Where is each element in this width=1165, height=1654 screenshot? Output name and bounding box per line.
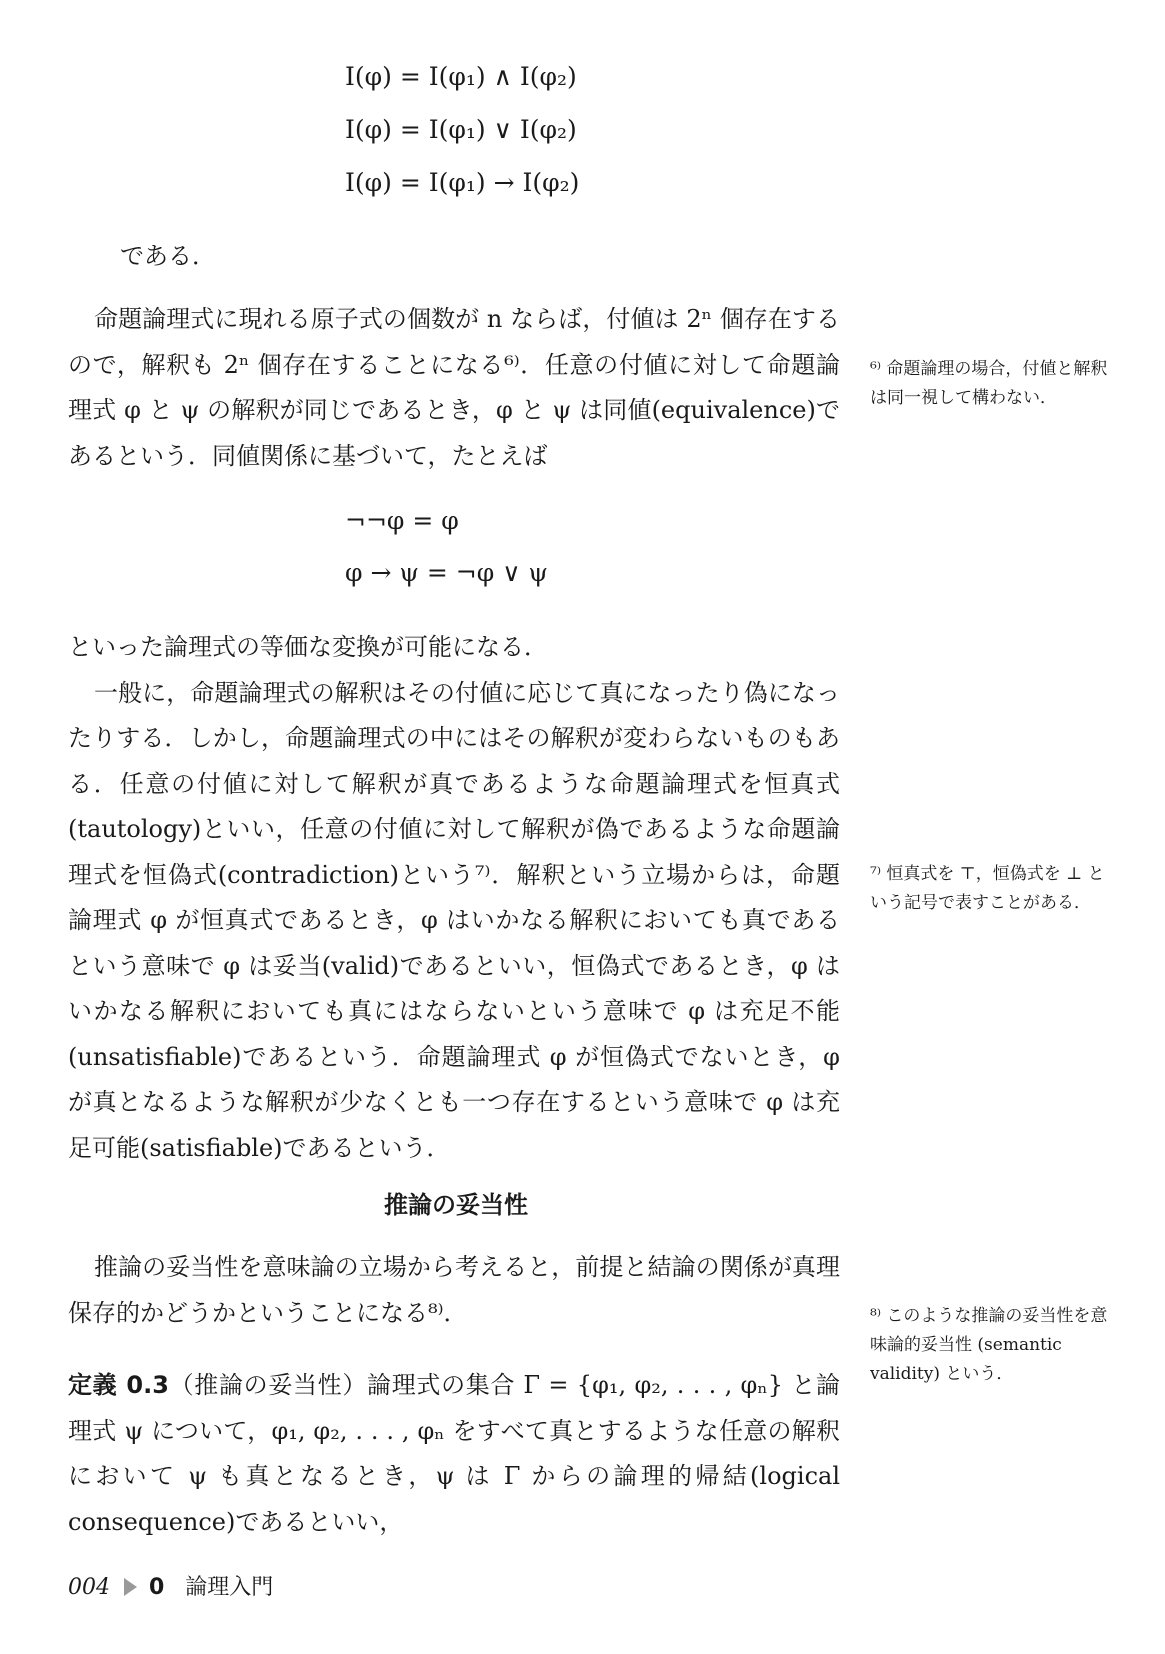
paragraph-valuation [68, 297, 840, 479]
paragraph-valuation-text: 命題論理式に現れる原子式の個数が n ならば，付値は 2ⁿ 個存在するので，解釈も 2ⁿ 個存在することになる⁶⁾．任意の付値に対して命題論理式 φ と ψ の解釈が同じであるとき，φ と ψ は同値(equivalence)であるという．同値関係に基づいて，たとえば [68, 305, 840, 470]
footnote-6: ⁶⁾ 命題論理の場合，付値と解釈は同一視して構わない． [870, 359, 1108, 408]
footnote-7: ⁷⁾ 恒真式を ⊤，恒偽式を ⊥ という記号で表すことがある． [870, 864, 1105, 913]
equation-or: I(φ) = I(φ₁) ∨ I(φ₂) [345, 115, 577, 144]
definition-label: 定義 0.3 [68, 1371, 169, 1399]
equation-implication-equivalence: φ → ψ = ¬φ ∨ ψ [345, 558, 549, 587]
footnote-8: ⁸⁾ このような推論の妥当性を意味論的妥当性 (semantic validity) という． [870, 1306, 1108, 1384]
dearu-text: である． [120, 242, 216, 270]
paragraph-transform-text: といった論理式の等価な変換が可能になる． [68, 633, 548, 661]
paragraph-tautology [68, 625, 840, 1171]
paragraph-tautology-text: 一般に，命題論理式の解釈はその付値に応じて真になったり偽になったりする．しかし，命題論理式の中にはその解釈が変わらないものもある．任意の付値に対して解釈が真であるような命題論理式を恒真式(tautology)といい，任意の付値に対して解釈が偽であるような命題論理式を恒偽式(contradiction)という⁷⁾．解釈という立場からは，命題論理式 φ が恒真式であるとき，φ はいかなる解釈においても真であるという意味で φ は妥当(valid)であるといい，恒偽式であるとき，φ はいかなる解釈においても真にはならないという意味で φ は充足不能(unsatisfiable)であるという．命題論理式 φ が恒偽式でないとき，φ が真となるような解釈が少なくとも一つ存在するという意味で φ は充足可能(satisfiable)であるという． [68, 678, 840, 1162]
equation-double-negation: ¬¬φ = φ [345, 506, 459, 535]
paragraph-validity [68, 1245, 840, 1336]
definition-block [68, 1363, 840, 1545]
triangle-icon [124, 1578, 137, 1596]
page-number: 004 [68, 1575, 110, 1600]
chapter-number: 0 [149, 1575, 165, 1600]
page-footer [68, 1570, 273, 1601]
paragraph-validity-text: 推論の妥当性を意味論の立場から考えると，前提と結論の関係が真理保存的かどうかということになる⁸⁾． [68, 1253, 840, 1327]
equation-and: I(φ) = I(φ₁) ∧ I(φ₂) [345, 62, 577, 91]
chapter-title: 論理入門 [185, 1575, 274, 1600]
definition-body: （推論の妥当性）論理式の集合 Γ = {φ₁, φ₂, . . . , φₙ} と論理式 ψ について，φ₁, φ₂, . . . , φₙ をすべて真とするような任意の解釈において ψ も真となるとき，ψ は Γ からの論理的帰結(logical consequence)であるといい， [68, 1371, 841, 1536]
equation-implies: I(φ) = I(φ₁) → I(φ₂) [345, 168, 580, 197]
section-heading: 推論の妥当性 [384, 1191, 528, 1219]
